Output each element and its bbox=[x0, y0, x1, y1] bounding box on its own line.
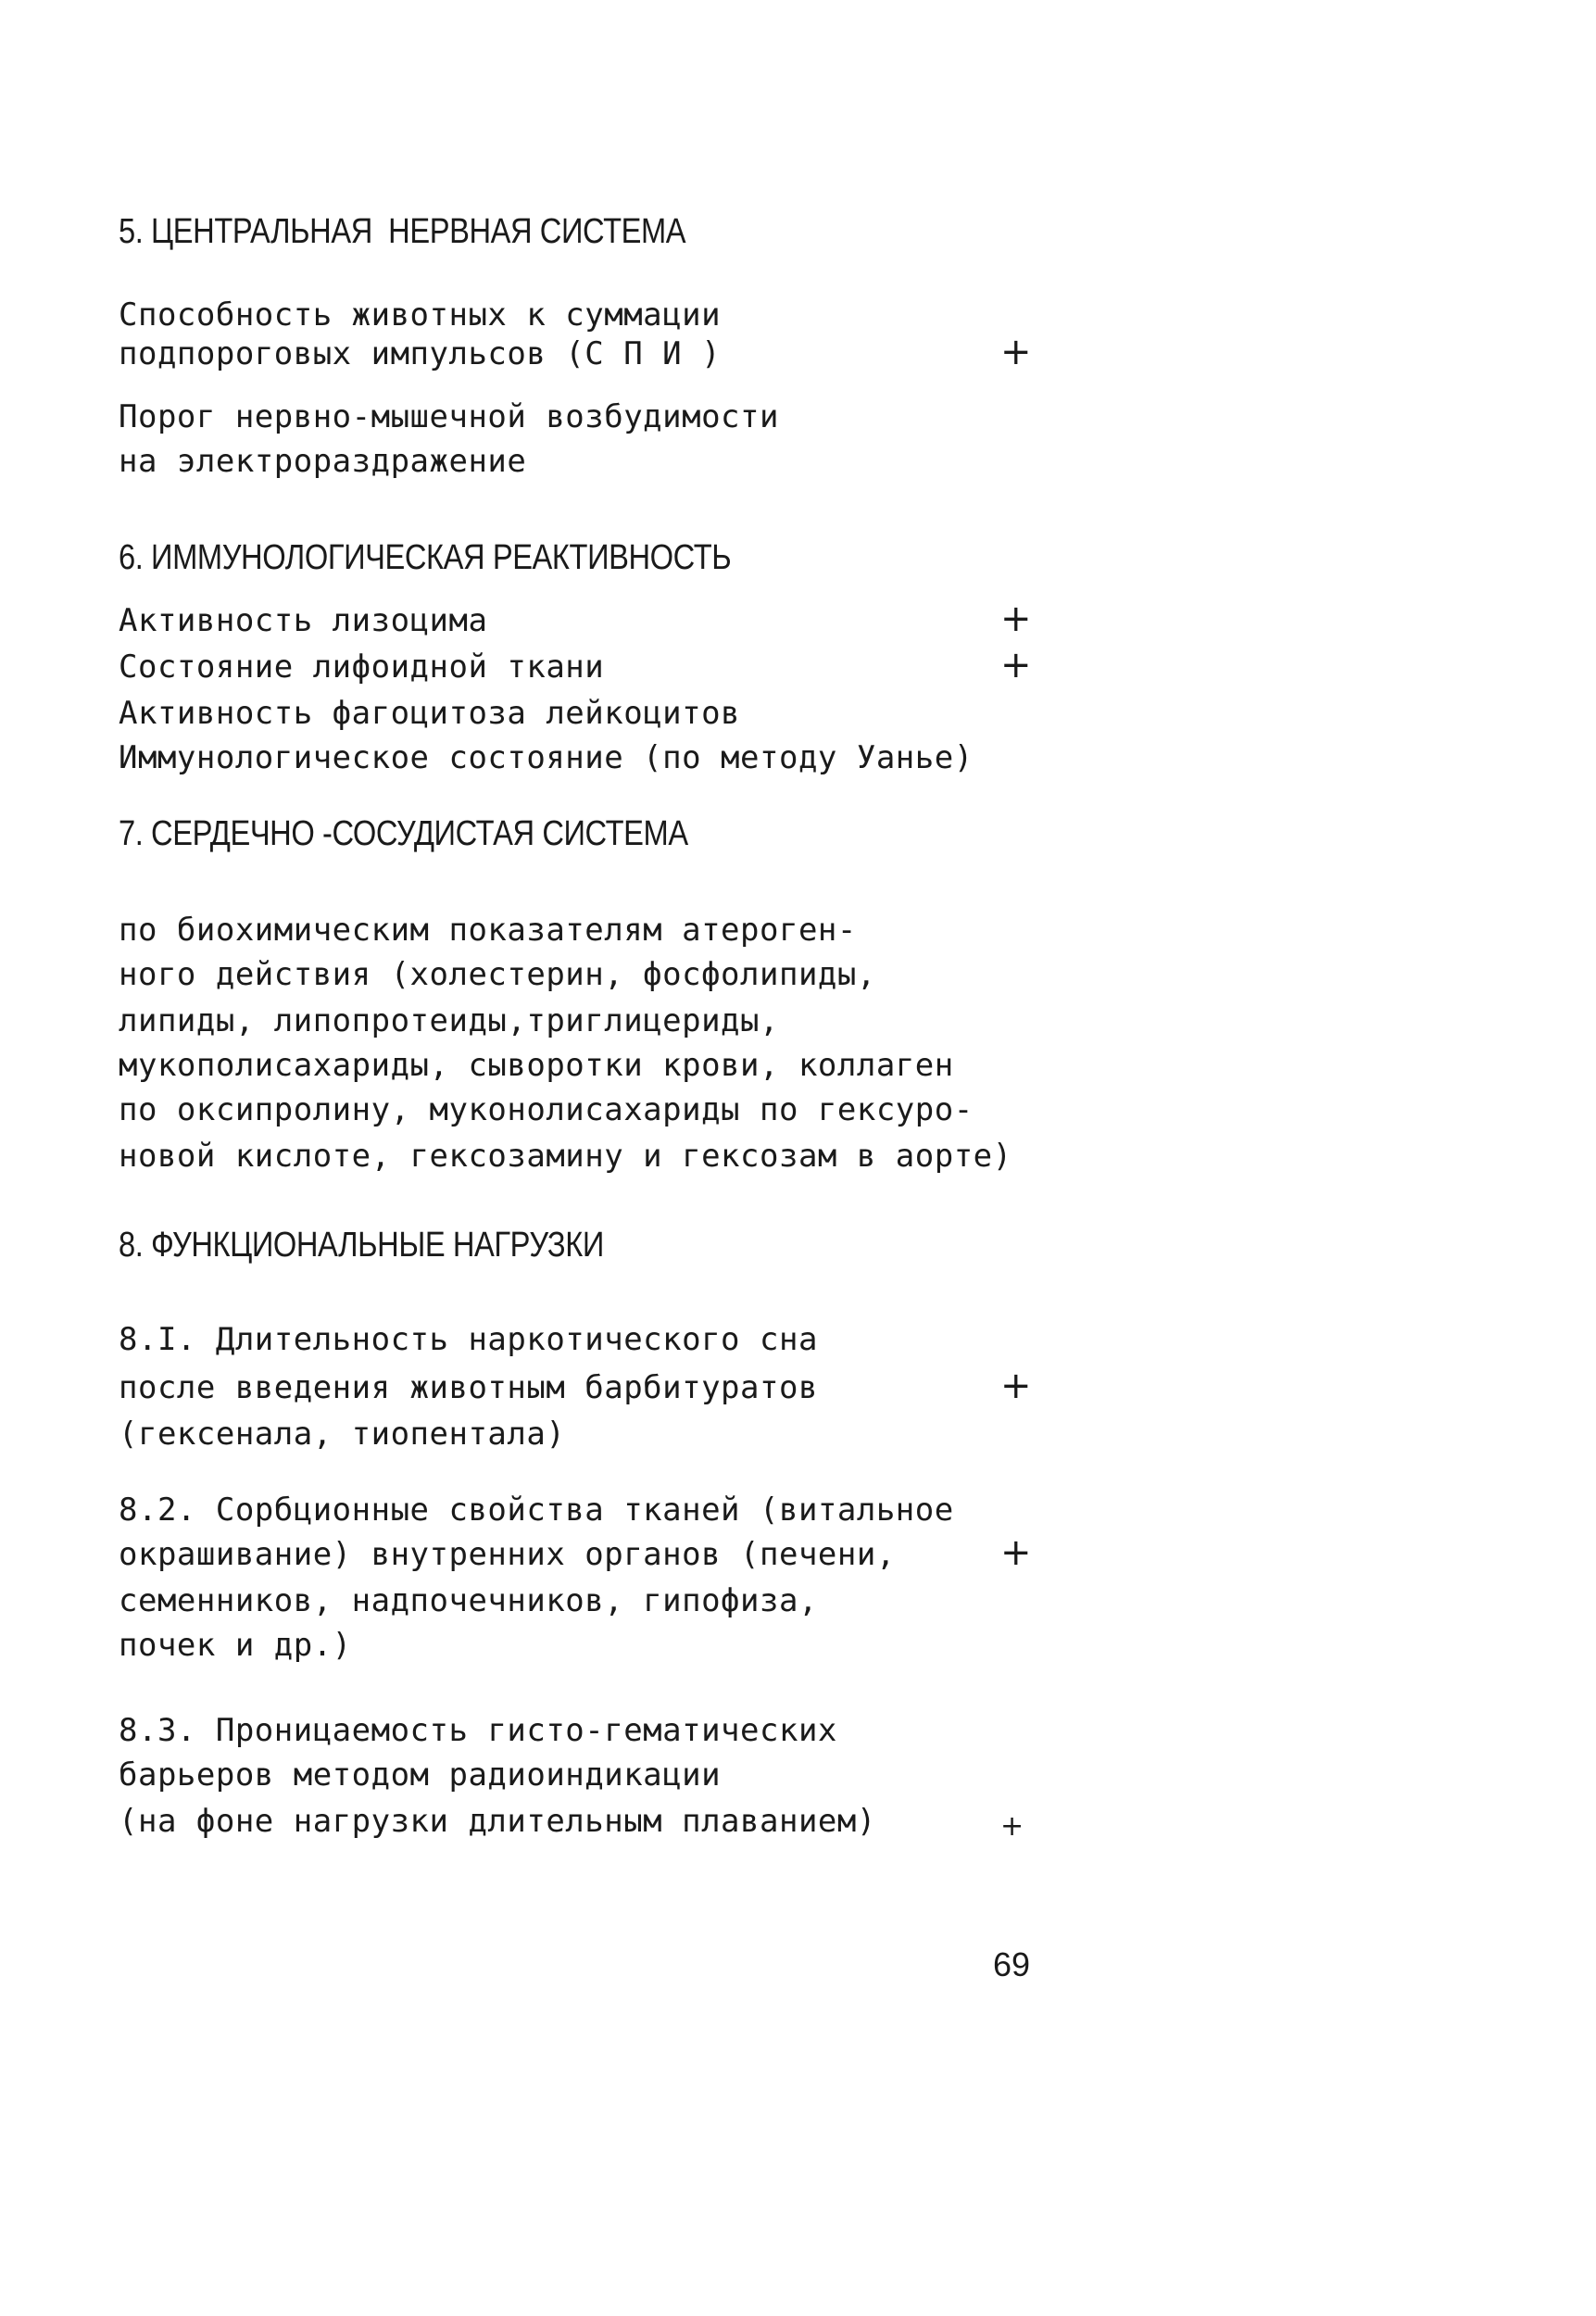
section-7-line-5: по оксипролину, муконолисахариды по гексуро- bbox=[119, 1091, 974, 1128]
item-8-2-line-1: 8.2. Сорбционные свойства тканей (витальное bbox=[119, 1492, 954, 1529]
item-8-3-line-3: (на фоне нагрузки длительным плаванием) bbox=[119, 1803, 876, 1840]
section-8-heading: 8. ФУНКЦИОНАЛЬНЫЕ НАГРУЗКИ bbox=[119, 1226, 604, 1265]
section-6-plus-mark-1: + bbox=[1000, 598, 1032, 640]
item-8-1-plus-mark: + bbox=[1000, 1365, 1032, 1407]
section-7-heading: 7. СЕРДЕЧНО -СОСУДИСТАЯ СИСТЕМА bbox=[119, 814, 688, 853]
section-5-plus-mark: + bbox=[1000, 331, 1032, 373]
item-8-1-line-1: 8.I. Длительность наркотического сна bbox=[119, 1321, 818, 1358]
section-7-line-4: мукополисахариды, сыворотки крови, коллаген bbox=[119, 1047, 954, 1084]
item-8-2-line-4: почек и др.) bbox=[119, 1627, 352, 1664]
section-6-line-2: Состояние лифоидной ткани bbox=[119, 648, 605, 686]
section-5-heading: 5. ЦЕНТРАЛЬНАЯ НЕРВНАЯ СИСТЕМА bbox=[119, 212, 686, 251]
item-8-2-plus-mark: + bbox=[1000, 1531, 1032, 1574]
section-5-line-4: на электрораздражение bbox=[119, 443, 527, 480]
section-6-line-3: Активность фагоцитоза лейкоцитов bbox=[119, 695, 741, 732]
item-8-3-plus-mark: + bbox=[1000, 1810, 1024, 1843]
section-7-line-6: новой кислоте, гексозамину и гексозам в аорте) bbox=[119, 1138, 1012, 1175]
section-7-line-1: по биохимическим показателям атероген- bbox=[119, 912, 857, 949]
item-8-3-line-1: 8.3. Проницаемость гисто-гематических bbox=[119, 1712, 837, 1749]
section-5-line-3: Порог нервно-мышечной возбудимости bbox=[119, 398, 779, 435]
section-6-line-4: Иммунологическое состояние (по методу Уанье) bbox=[119, 739, 974, 776]
section-5-line-2: подпороговых импульсов (С П И ) bbox=[119, 335, 722, 372]
item-8-3-line-2: барьеров методом радиоиндикации bbox=[119, 1756, 722, 1794]
section-5-line-1: Способность животных к суммации bbox=[119, 296, 722, 334]
section-7-line-2: ного действия (холестерин, фосфолипиды, bbox=[119, 956, 876, 993]
item-8-2-line-2: окрашивание) внутренних органов (печени, bbox=[119, 1536, 896, 1573]
item-8-2-line-3: семенников, надпочечников, гипофиза, bbox=[119, 1582, 818, 1619]
section-6-line-1: Активность лизоцима bbox=[119, 602, 488, 639]
section-6-plus-mark-2: + bbox=[1000, 644, 1032, 686]
item-8-1-line-2: после введения животным барбитуратов bbox=[119, 1369, 818, 1406]
section-6-heading: 6. ИММУНОЛОГИЧЕСКАЯ РЕАКТИВНОСТЬ bbox=[119, 538, 732, 577]
item-8-1-line-3: (гексенала, тиопентала) bbox=[119, 1416, 566, 1453]
section-7-line-3: липиды, липопротеиды,триглицериды, bbox=[119, 1002, 779, 1039]
page-number: 69 bbox=[993, 1945, 1031, 1983]
